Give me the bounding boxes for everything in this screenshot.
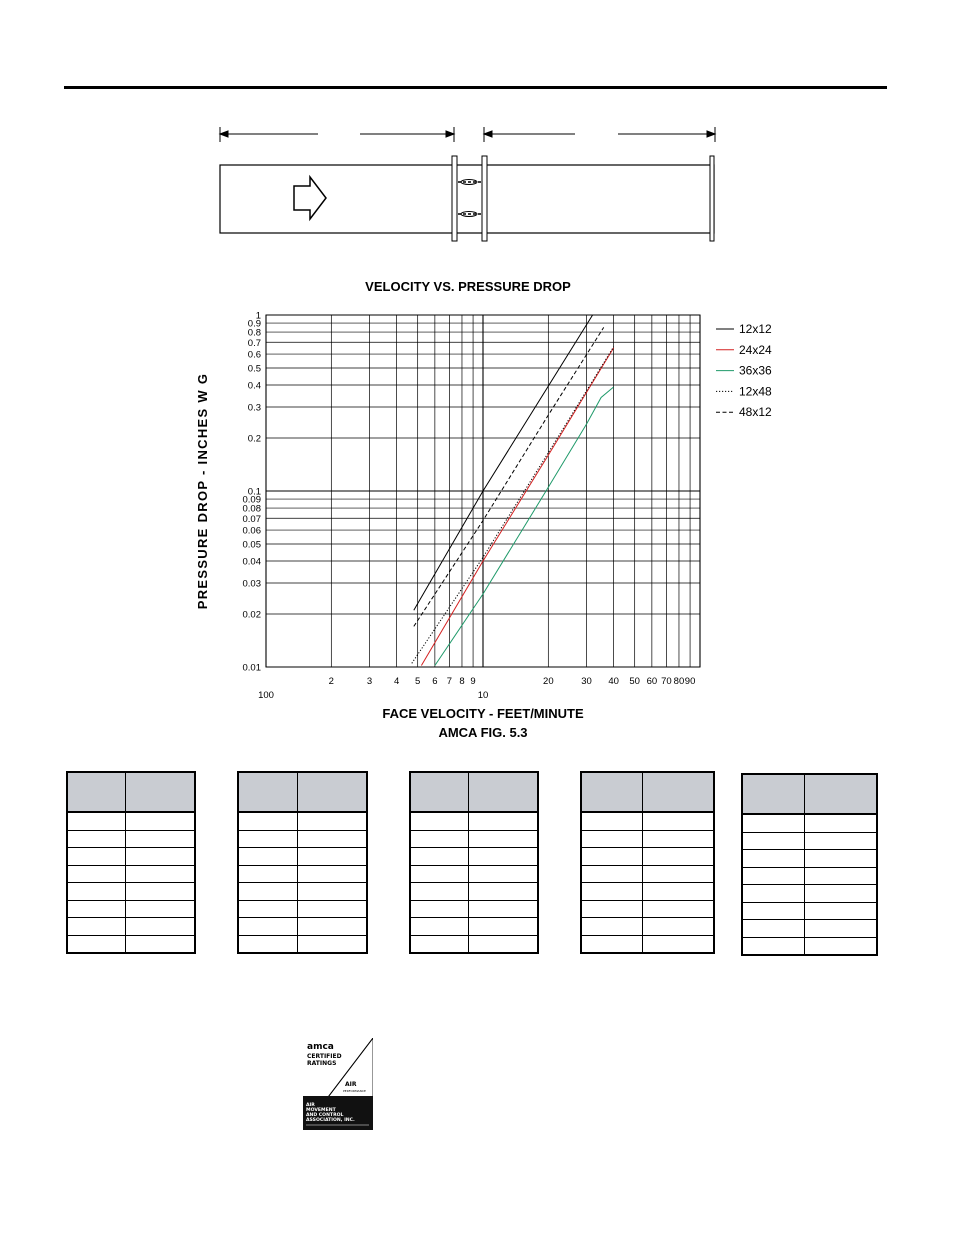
y-tick-label: 0.2: [247, 433, 261, 445]
table-header-cell: [297, 772, 367, 812]
x-tick-label: 60: [646, 676, 658, 687]
x-tick-label: 2: [328, 676, 334, 687]
series-line-12x12: [414, 315, 593, 610]
y-tick-label: 0.5: [247, 363, 261, 375]
table-cell: [67, 865, 126, 883]
table-cell: [67, 812, 126, 830]
table-row: [581, 900, 714, 918]
table-cell: [469, 883, 538, 901]
table-cell: [410, 900, 469, 918]
table-row: [742, 867, 877, 885]
top-rule: [64, 86, 887, 89]
table-cell: [238, 830, 297, 848]
x-decade-label: 100: [258, 690, 274, 701]
table-cell: [126, 935, 195, 953]
table-row: [238, 883, 367, 901]
table-header-cell: [804, 774, 877, 814]
table-cell: [67, 900, 126, 918]
table-cell: [469, 900, 538, 918]
table-cell: [804, 832, 877, 850]
table-header-cell: [67, 772, 126, 812]
y-tick-label: 0.02: [242, 609, 261, 621]
table-row: [581, 865, 714, 883]
table-row: [742, 885, 877, 903]
table-row: [67, 830, 195, 848]
table-cell: [642, 848, 714, 866]
table-cell: [469, 830, 538, 848]
seal-line1: amca: [307, 1042, 334, 1052]
table-cell: [804, 814, 877, 832]
table-cell: [126, 848, 195, 866]
chart-subcaption: AMCA FIG. 5.3: [438, 725, 528, 740]
y-tick-label: 0.07: [242, 513, 261, 525]
table-cell: [67, 830, 126, 848]
table-row: [238, 935, 367, 953]
table-cell: [410, 935, 469, 953]
x-tick-label: 4: [393, 676, 400, 687]
x-tick-label: 90: [684, 676, 696, 687]
table-cell: [238, 935, 297, 953]
table-cell: [126, 883, 195, 901]
table-cell: [742, 850, 804, 868]
chart-ticks: [243, 311, 696, 702]
table-cell: [642, 935, 714, 953]
y-tick-label: 0.6: [247, 349, 261, 361]
table-row: [67, 935, 195, 953]
table-row: [67, 848, 195, 866]
table-cell: [126, 830, 195, 848]
table-cell: [742, 832, 804, 850]
table-row: [238, 918, 367, 936]
data-table-5: [741, 773, 878, 956]
table-cell: [469, 918, 538, 936]
seal-assoc-3: AND CONTROL: [306, 1113, 344, 1118]
table-cell: [297, 830, 367, 848]
x-tick-label: 30: [581, 676, 592, 687]
table-row: [581, 830, 714, 848]
y-tick-label: 0.3: [247, 402, 261, 414]
table-cell: [804, 867, 877, 885]
x-tick-label: 70: [661, 676, 672, 687]
table-cell: [297, 935, 367, 953]
x-tick-label: 20: [543, 676, 554, 687]
y-tick-label: 0.7: [247, 337, 261, 349]
y-tick-label: 0.4: [247, 380, 261, 392]
chart-legend: [716, 322, 772, 419]
chart-series: [412, 315, 614, 666]
table-row: [581, 848, 714, 866]
y-tick-label: 0.09: [242, 494, 261, 506]
seal-line3: RATINGS: [307, 1060, 337, 1067]
table-cell: [804, 920, 877, 938]
legend-label: 12x12: [739, 322, 772, 336]
y-tick-label: 0.06: [242, 525, 261, 537]
y-tick-label: 0.04: [242, 556, 261, 568]
x-tick-label: 6: [432, 676, 438, 687]
table-cell: [67, 883, 126, 901]
table-cell: [742, 814, 804, 832]
x-tick-label: 7: [446, 676, 453, 687]
x-decade-label: 10: [477, 690, 489, 701]
seal-assoc-1: AIR: [306, 1103, 315, 1108]
table-cell: [126, 812, 195, 830]
table-row: [67, 883, 195, 901]
table-cell: [297, 865, 367, 883]
table-cell: [581, 865, 642, 883]
table-row: [742, 850, 877, 868]
table-cell: [742, 885, 804, 903]
table-row: [410, 935, 538, 953]
table-cell: [804, 937, 877, 955]
table-row: [410, 883, 538, 901]
table-header-row: [67, 772, 195, 812]
seal-performance: PERFORMANCE: [343, 1089, 366, 1093]
x-axis-title: FACE VELOCITY - FEET/MINUTE: [382, 706, 584, 721]
y-tick-label: 0.1: [247, 486, 261, 498]
table-row: [581, 883, 714, 901]
table-cell: [742, 920, 804, 938]
table-cell: [581, 830, 642, 848]
legend-label: 36x36: [739, 363, 772, 378]
x-tick-label: 40: [608, 676, 619, 687]
table-cell: [238, 883, 297, 901]
chart-title: VELOCITY VS. PRESSURE DROP: [365, 279, 571, 294]
table-cell: [410, 865, 469, 883]
table-header-row: [410, 772, 538, 812]
x-tick-label: 8: [459, 676, 465, 687]
table-cell: [67, 935, 126, 953]
table-row: [410, 812, 538, 830]
x-tick-label: 9: [470, 676, 476, 687]
table-row: [67, 918, 195, 936]
data-table-1: [66, 771, 196, 954]
table-cell: [410, 830, 469, 848]
table-header-cell: [581, 772, 642, 812]
data-table-2: [237, 771, 368, 954]
table-row: [410, 848, 538, 866]
table-cell: [804, 850, 877, 868]
amca-certified-ratings-seal: [303, 1038, 373, 1130]
table-cell: [804, 885, 877, 903]
y-tick-label: 0.9: [247, 318, 261, 330]
table-cell: [126, 900, 195, 918]
table-cell: [642, 865, 714, 883]
table-cell: [742, 867, 804, 885]
table-cell: [742, 902, 804, 920]
table-row: [410, 918, 538, 936]
table-cell: [581, 935, 642, 953]
table-row: [238, 812, 367, 830]
y-tick-label: 0.8: [247, 327, 261, 339]
table-row: [67, 900, 195, 918]
y-tick-label: 0.05: [242, 539, 261, 551]
table-cell: [67, 918, 126, 936]
table-cell: [642, 918, 714, 936]
table-cell: [469, 935, 538, 953]
table-cell: [126, 865, 195, 883]
table-header-row: [238, 772, 367, 812]
table-cell: [410, 918, 469, 936]
table-cell: [297, 900, 367, 918]
table-row: [581, 918, 714, 936]
table-cell: [238, 848, 297, 866]
x-tick-label: 80: [673, 676, 685, 687]
table-header-cell: [469, 772, 538, 812]
table-cell: [581, 900, 642, 918]
table-cell: [581, 883, 642, 901]
seal-air: AIR: [345, 1081, 357, 1088]
data-table-4: [580, 771, 715, 954]
data-table-3: [409, 771, 539, 954]
table-cell: [297, 883, 367, 901]
table-row: [67, 812, 195, 830]
legend-label: 48x12: [739, 405, 772, 420]
table-row: [238, 830, 367, 848]
x-tick-label: 5: [415, 676, 421, 687]
duct-diagram: [210, 122, 730, 248]
table-row: [238, 848, 367, 866]
table-cell: [642, 883, 714, 901]
table-cell: [67, 848, 126, 866]
table-cell: [642, 900, 714, 918]
table-header-cell: [742, 774, 804, 814]
table-row: [238, 865, 367, 883]
table-cell: [410, 812, 469, 830]
table-row: [742, 832, 877, 850]
table-row: [238, 900, 367, 918]
table-cell: [238, 918, 297, 936]
legend-label: 24x24: [739, 342, 772, 357]
table-cell: [581, 918, 642, 936]
table-cell: [469, 865, 538, 883]
table-cell: [297, 918, 367, 936]
table-cell: [297, 812, 367, 830]
table-cell: [238, 865, 297, 883]
table-header-cell: [238, 772, 297, 812]
velocity-pressure-chart: [180, 270, 800, 750]
table-cell: [581, 848, 642, 866]
table-cell: [581, 812, 642, 830]
table-row: [410, 900, 538, 918]
y-axis-title: PRESSURE DROP - INCHES W G: [195, 372, 210, 610]
table-cell: [742, 937, 804, 955]
table-cell: [804, 902, 877, 920]
table-row: [742, 937, 877, 955]
table-cell: [642, 812, 714, 830]
y-tick-label: 0.08: [242, 503, 261, 515]
table-header-row: [581, 772, 714, 812]
table-header-cell: [642, 772, 714, 812]
table-cell: [410, 883, 469, 901]
seal-line2: CERTIFIED: [307, 1053, 342, 1060]
x-tick-label: 3: [366, 676, 373, 687]
legend-label: 12x48: [739, 384, 772, 399]
table-cell: [469, 812, 538, 830]
table-header-cell: [410, 772, 469, 812]
series-line-12x48: [412, 347, 614, 664]
y-tick-label: 0.03: [242, 578, 261, 590]
table-cell: [469, 848, 538, 866]
table-row: [742, 814, 877, 832]
table-row: [67, 865, 195, 883]
seal-assoc-2: MOVEMENT: [306, 1108, 336, 1113]
table-cell: [238, 812, 297, 830]
seal-assoc-4: ASSOCIATION, INC.: [306, 1118, 355, 1123]
table-row: [410, 830, 538, 848]
table-cell: [410, 848, 469, 866]
table-row: [581, 812, 714, 830]
y-tick-label: 1: [255, 310, 261, 322]
table-row: [410, 865, 538, 883]
series-line-24x24: [421, 348, 613, 666]
table-cell: [126, 918, 195, 936]
series-line-48x12: [414, 327, 604, 626]
table-header-row: [742, 774, 877, 814]
table-cell: [297, 848, 367, 866]
table-cell: [642, 830, 714, 848]
table-header-cell: [126, 772, 195, 812]
table-row: [742, 902, 877, 920]
x-tick-label: 50: [629, 676, 640, 687]
table-row: [742, 920, 877, 938]
y-tick-label: 0.01: [242, 662, 261, 674]
table-cell: [238, 900, 297, 918]
table-row: [581, 935, 714, 953]
